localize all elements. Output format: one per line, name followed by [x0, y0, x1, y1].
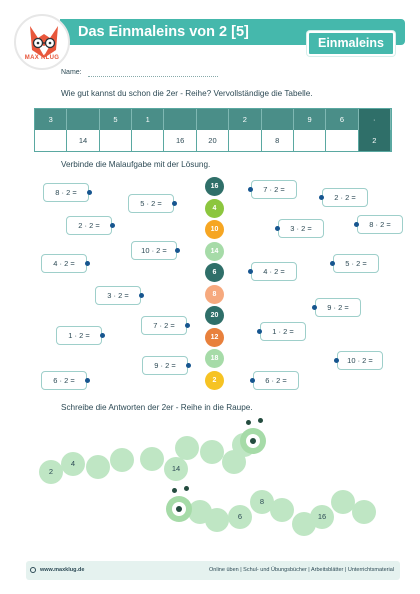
task-left: 2 · 2 = [66, 216, 112, 235]
connect-dot[interactable] [139, 293, 144, 298]
task-right: 4 · 2 = [251, 262, 297, 281]
connect-dot[interactable] [257, 329, 262, 334]
answer-circle[interactable]: 16 [205, 177, 224, 196]
connect-dot[interactable] [175, 248, 180, 253]
connect-dot[interactable] [248, 269, 253, 274]
caterpillar-segment[interactable] [86, 455, 110, 479]
answer-circle[interactable]: 20 [205, 306, 224, 325]
caterpillar-segment[interactable] [175, 436, 199, 460]
factor-cell[interactable] [197, 109, 229, 130]
connect-dot[interactable] [250, 378, 255, 383]
caterpillar-head [166, 496, 192, 522]
answer-circle[interactable]: 2 [205, 371, 224, 390]
name-label: Name: [61, 69, 82, 76]
result-cell[interactable]: 8 [262, 130, 294, 151]
caterpillar-segment[interactable]: 14 [164, 457, 188, 481]
answer-circle[interactable]: 10 [205, 220, 224, 239]
task-left: 4 · 2 = [41, 254, 87, 273]
footer-links: Online üben | Schul- und Übungsbücher | Arbeitsblätter | Unterrichtsmaterial [209, 567, 394, 573]
caterpillar-segment[interactable] [110, 448, 134, 472]
page-title: Das Einmaleins von 2 [5] [78, 24, 249, 40]
connect-dot[interactable] [319, 195, 324, 200]
logo [14, 14, 70, 70]
name-line[interactable] [88, 76, 218, 77]
caterpillar-segment[interactable] [352, 500, 376, 524]
result-cell[interactable]: 16 [164, 130, 196, 151]
result-cell[interactable] [229, 130, 261, 151]
task-right: 3 · 2 = [278, 219, 324, 238]
task-left: 5 · 2 = [128, 194, 174, 213]
connect-dot[interactable] [334, 358, 339, 363]
connect-dot[interactable] [312, 305, 317, 310]
factor-cell[interactable]: 9 [294, 109, 326, 130]
task-left: 1 · 2 = [56, 326, 102, 345]
eye-icon [172, 502, 186, 516]
factor-cell[interactable] [164, 109, 196, 130]
factor-cell[interactable] [67, 109, 99, 130]
footer-url[interactable]: www.maxklug.de [40, 567, 85, 573]
task-right: 1 · 2 = [260, 322, 306, 341]
result-cell[interactable] [326, 130, 358, 151]
result-cell[interactable] [294, 130, 326, 151]
caterpillar-segment[interactable]: 6 [228, 505, 252, 529]
factor-cell[interactable]: 3 [35, 109, 67, 130]
task-left: 8 · 2 = [43, 183, 89, 202]
caterpillar-segment[interactable]: 16 [310, 505, 334, 529]
task-left: 6 · 2 = [41, 371, 87, 390]
antenna-icon [184, 486, 189, 491]
result-cell[interactable] [132, 130, 164, 151]
task-right: 8 · 2 = [357, 215, 403, 234]
connect-dot[interactable] [330, 261, 335, 266]
table-row-results [35, 130, 391, 151]
connect-dot[interactable] [185, 323, 190, 328]
factor-cell[interactable]: 1 [132, 109, 164, 130]
globe-icon [30, 567, 36, 573]
task-right: 10 · 2 = [337, 351, 383, 370]
caterpillar-instruction: Schreibe die Antworten der 2er - Reihe in die Raupe. [61, 403, 253, 412]
topic-badge: Einmaleins [307, 31, 395, 56]
connect-dot[interactable] [172, 201, 177, 206]
task-right: 5 · 2 = [333, 254, 379, 273]
connect-dot[interactable] [186, 363, 191, 368]
task-left: 9 · 2 = [142, 356, 188, 375]
connect-dot[interactable] [87, 190, 92, 195]
result-cell[interactable] [35, 130, 67, 151]
times-table [34, 108, 392, 152]
antenna-icon [258, 418, 263, 423]
antenna-icon [172, 488, 177, 493]
footer [26, 561, 400, 580]
result-cell[interactable]: 14 [67, 130, 99, 151]
task-left: 10 · 2 = [131, 241, 177, 260]
connect-dot[interactable] [100, 333, 105, 338]
task-left: 3 · 2 = [95, 286, 141, 305]
connect-instruction: Verbinde die Malaufgabe mit der Lösung. [61, 160, 211, 169]
caterpillar-segment[interactable]: 2 [39, 460, 63, 484]
fox-icon [16, 16, 70, 70]
connect-dot[interactable] [85, 261, 90, 266]
eye-icon [246, 434, 260, 448]
task-right: 7 · 2 = [251, 180, 297, 199]
answer-circle[interactable]: 4 [205, 199, 224, 218]
answer-circle[interactable]: 6 [205, 263, 224, 282]
answer-circle[interactable]: 14 [205, 242, 224, 261]
connect-dot[interactable] [248, 187, 253, 192]
factor-cell[interactable]: 6 [326, 109, 358, 130]
connect-dot[interactable] [354, 222, 359, 227]
logo-text: MAX KLUG [24, 55, 60, 61]
factor-cell[interactable]: 5 [100, 109, 132, 130]
table-instruction: Wie gut kannst du schon die 2er - Reihe? Vervollständige die Tabelle. [61, 89, 313, 98]
result-cell[interactable]: 20 [197, 130, 229, 151]
answer-circle[interactable]: 18 [205, 349, 224, 368]
connect-dot[interactable] [85, 378, 90, 383]
task-right: 9 · 2 = [315, 298, 361, 317]
factor-cell[interactable]: 2 [229, 109, 261, 130]
factor-cell[interactable]: · [359, 109, 391, 130]
result-cell[interactable]: 2 [359, 130, 391, 151]
connect-dot[interactable] [110, 223, 115, 228]
answer-circle[interactable]: 12 [205, 328, 224, 347]
task-right: 6 · 2 = [253, 371, 299, 390]
factor-cell[interactable] [262, 109, 294, 130]
caterpillar-segment[interactable] [270, 498, 294, 522]
caterpillar-segment[interactable]: 4 [61, 452, 85, 476]
caterpillar-segment[interactable] [140, 447, 164, 471]
antenna-icon [246, 420, 251, 425]
connect-dot[interactable] [275, 226, 280, 231]
caterpillar-segment[interactable] [200, 440, 224, 464]
caterpillar-segment[interactable]: 8 [250, 490, 274, 514]
caterpillar-head [240, 428, 266, 454]
answer-circle[interactable]: 8 [205, 285, 224, 304]
task-right: 2 · 2 = [322, 188, 368, 207]
table-row-factors [35, 109, 391, 130]
result-cell[interactable] [100, 130, 132, 151]
task-left: 7 · 2 = [141, 316, 187, 335]
caterpillar-segment[interactable] [205, 508, 229, 532]
